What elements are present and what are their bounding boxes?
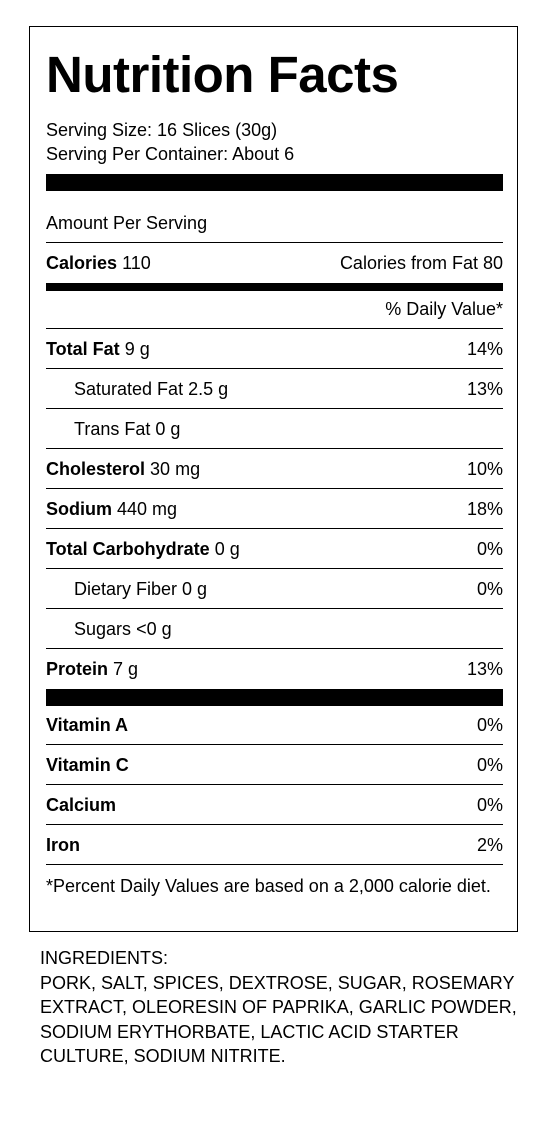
nutrient-amount: 9 g [124, 339, 150, 359]
nutrient-name: Saturated Fat [74, 379, 184, 399]
nutrient-daily-value: 10% [466, 459, 503, 479]
divider [46, 864, 503, 865]
vitamin-name: Vitamin C [46, 755, 129, 775]
thick-divider [46, 174, 503, 191]
nutrient-amount: 2.5 g [188, 379, 229, 399]
nutrient-row-dietary-fiber [46, 569, 503, 609]
nutrient-amount: 7 g [113, 659, 139, 679]
vitamin-name: Calcium [46, 795, 117, 815]
amount-per-serving [46, 203, 503, 243]
nutrient-name: Trans Fat [74, 419, 151, 439]
thick-divider [46, 689, 503, 706]
nutrient-daily-value: 0% [476, 539, 503, 559]
amount-per-serving-label: Amount Per Serving [46, 213, 208, 233]
nutrient-row-cholesterol [46, 449, 503, 489]
ingredients-heading: INGREDIENTS: [40, 948, 169, 968]
vitamin-daily-value: 0% [476, 715, 503, 735]
nutrient-row-trans-fat [46, 409, 503, 449]
nutrient-amount: 0 g [214, 539, 240, 559]
vitamin-name: Vitamin A [46, 715, 129, 735]
nutrient-name: Sodium [46, 499, 112, 519]
serving-size: Serving Size: 16 Slices (30g) [46, 120, 278, 140]
nutrient-name: Sugars [74, 619, 132, 639]
vitamin-row-a [46, 705, 503, 745]
nutrient-row-total-fat [46, 329, 503, 369]
nutrient-amount: 440 mg [117, 499, 178, 519]
nutrient-daily-value: 0% [476, 579, 503, 599]
nutrient-row-saturated-fat [46, 369, 503, 409]
calories-row [46, 243, 503, 283]
daily-value-header [46, 289, 503, 329]
nutrition-facts-label [29, 26, 518, 932]
nutrient-daily-value: 13% [466, 659, 503, 679]
daily-value-header-label: % Daily Value* [385, 299, 503, 319]
nutrient-row-sugars [46, 609, 503, 649]
nutrient-daily-value: 14% [466, 339, 503, 359]
vitamin-name: Iron [46, 835, 80, 855]
nutrient-row-total-carbohydrate [46, 529, 503, 569]
ingredients-text: PORK, SALT, SPICES, DEXTROSE, SUGAR, ROSEMARY EXTRACT, OLEORESIN OF PAPRIKA, GARLIC POWDER, SODIUM ERYTHORBATE, LACTIC ACID STARTER CULTURE, SODIUM NITRITE. [40, 972, 517, 1066]
nutrient-amount: <0 g [136, 619, 172, 639]
serving-per-container: Serving Per Container: About 6 [46, 144, 295, 164]
nutrient-row-protein [46, 649, 503, 689]
footnote: *Percent Daily Values are based on a 2,000 calorie diet. [46, 876, 491, 896]
nutrient-name: Protein [46, 659, 109, 679]
calories-label: Calories [46, 253, 118, 273]
vitamin-daily-value: 0% [476, 755, 503, 775]
label-title: Nutrition Facts [46, 46, 399, 103]
vitamin-row-calcium [46, 785, 503, 825]
nutrient-daily-value: 18% [466, 499, 503, 519]
vitamin-daily-value: 0% [476, 795, 503, 815]
vitamin-daily-value: 2% [476, 835, 503, 855]
nutrient-name: Total Fat [46, 339, 120, 359]
vitamin-row-c [46, 745, 503, 785]
ingredients-section [40, 946, 540, 1069]
vitamin-row-iron [46, 825, 503, 865]
nutrient-daily-value: 13% [466, 379, 503, 399]
nutrient-amount: 0 g [182, 579, 208, 599]
nutrient-amount: 0 g [155, 419, 181, 439]
nutrient-row-sodium [46, 489, 503, 529]
nutrient-name: Cholesterol [46, 459, 146, 479]
nutrient-amount: 30 mg [150, 459, 201, 479]
nutrient-name: Dietary Fiber [74, 579, 178, 599]
calories-value: 110 [122, 253, 151, 273]
calories-from-fat: Calories from Fat 80 [339, 253, 503, 273]
nutrient-name: Total Carbohydrate [46, 539, 210, 559]
